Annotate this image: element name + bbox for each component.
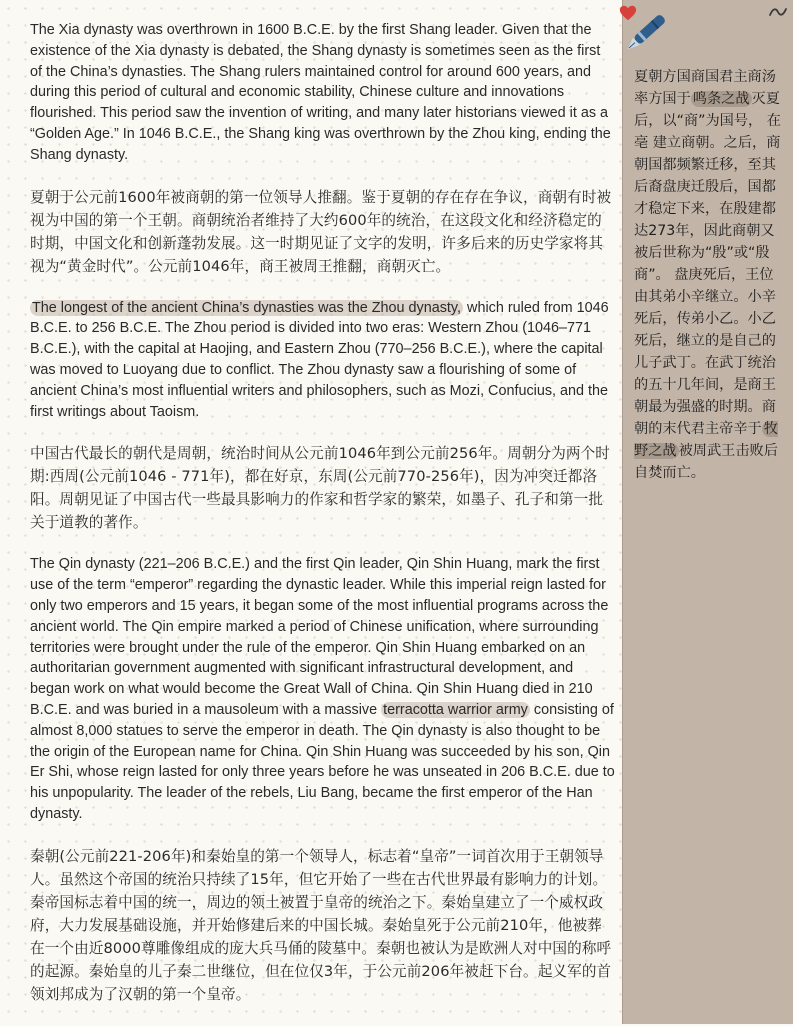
chinese-paragraph bbox=[30, 845, 615, 1006]
highlighted-text: 牧野之战 bbox=[634, 421, 778, 459]
text-run: 秦朝(公元前221-206年)和秦始皇的第一个领导人，标志着“皇帝”一词首次用于王朝领导人。虽然这个帝国的统治只持续了15年，但它开始了一些在古代世界最有影响力的计划。秦帝国标志着中国的统一，周边的领土被置于皇帝的统治之下。秦始皇建立了一个威权政府，大力发展基础设施，并开始修建后来的中国长城。秦始皇死于公元前210年，他被葬在一个由近8000尊雕像组成的庞大兵马俑的陵墓中。秦朝也被认为是欧洲人对中国的称呼的起源。秦始皇的儿子秦二世继位，但在位仅3年，于公元前206年被赶下台。起义军的首领刘邦成为了汉朝的第一个皇帝。 bbox=[30, 847, 612, 1003]
text-run: 灭夏后，以“商”为国号， 在亳 建立商朝。之后，商朝国都频繁迁移，至其后裔盘庚迁殷后，国都才稳定下来，在殷建都达273年，因此商朝又被后世称为“殷”或“殷商”。 盘庚死后，王位由其弟小辛继立。小辛死后，传弟小乙。小乙死后，继立的是自己的儿子武丁。在武丁统治的五十几年间，是商王朝最为强盛的时期。商朝的末代君主帝辛于 bbox=[634, 91, 781, 437]
chinese-paragraph bbox=[30, 186, 615, 278]
text-run: 被周武王击败后自焚而亡。 bbox=[634, 443, 778, 481]
tilde-icon bbox=[768, 4, 788, 20]
english-paragraph bbox=[30, 298, 615, 423]
text-run: The Qin dynasty (221–206 B.C.E.) and the first Qin leader, Qin Shin Huang, mark the first use of the term “emperor” regarding the dynastic leader. While this imperial reign lasted for only two emperors and 15 years, it began some of the most influential programs across the ancient world. The Qin empire marked a period of Chinese unification, where surrounding territories were brought under the rule of the emperor. Qin Shin Huang embarked on an authoritarian government augmented with significant infrastructural development, and began work on what would become the Great Wall of China. Qin Shin Huang died in 210 B.C.E. and was buried in a mausoleum with a massive bbox=[30, 556, 609, 718]
text-run: 中国古代最长的朝代是周朝，统治时间从公元前1046年到公元前256年。周朝分为两个时期:西周(公元前1046 - 771年)，都在好京，东周(公元前770-256年)，因为冲突迁都洛阳。周朝见证了中国古代一些最具影响力的作家和哲学家的繁荣，如墨子、孔子和第一批关于道教的著作。 bbox=[30, 445, 610, 532]
text-run: 夏朝方国商国君主商汤率方国于 bbox=[634, 69, 776, 107]
sidebar-note bbox=[634, 66, 786, 484]
annotation-sidebar bbox=[622, 0, 793, 1024]
highlighted-text: 鸣条之战 bbox=[692, 91, 750, 107]
text-run: The Xia dynasty was overthrown in 1600 B.C.E. by the first Shang leader. Given that the existence of the Xia dynasty is debated, the Shang dynasty is sometimes seen as the first of the China’s dynasties. The Shang rulers maintained control for around 600 years, and during this period of cultural and economic stability, Chinese culture and innovations flourished. This period saw the invention of writing, and many later historians viewed it as a “Golden Age.” In 1046 B.C.E., the Shang king was overthrown by the Zhou king, ending the Shang dynasty. bbox=[30, 22, 611, 163]
main-content bbox=[30, 20, 615, 1026]
text-run: which ruled from 1046 B.C.E. to 256 B.C.E. The Zhou period is divided into two eras: Western Zhou (1046–771 B.C.E.), with the capital at Haojing, and Eastern Zhou (770–256 B.C.E.), where the capital was moved to Luoyang due to conflict. The Zhou dynasty saw a flourishing of some of ancient China’s most influential writers and philosophers, such as Mozi, Confucius, and the first writings about Taoism. bbox=[30, 299, 609, 420]
heart-icon bbox=[619, 4, 637, 22]
text-run: consisting of almost 8,000 statues to serve the emperor in death. The Qin dynasty is also thought to be the origin of the European name for China. Qin Shin Huang was succeeded by his son, Qin Er Shi, whose reign lasted for only three years before he was unseated in 206 B.C.E. due to his unpopularity. The leader of the rebels, Liu Bang, became the first emperor of the Han dynasty. bbox=[30, 701, 615, 822]
highlighted-text: terracotta warrior army bbox=[383, 701, 528, 718]
highlighted-text: The longest of the ancient China’s dynasties was the Zhou dynasty, bbox=[32, 299, 462, 316]
english-paragraph bbox=[30, 20, 615, 166]
chinese-paragraph bbox=[30, 442, 615, 534]
english-paragraph bbox=[30, 554, 615, 824]
text-run: 夏朝于公元前1600年被商朝的第一位领导人推翻。鉴于夏朝的存在存在争议，商朝有时被视为中国的第一个王朝。商朝统治者维持了大约600年的统治，在这段文化和经济稳定的时期，中国文化和创新蓬勃发展。这一时期见证了文字的发明，许多后来的历史学家将其视为“黄金时代”。公元前1046年，商王被周王推翻，商朝灭亡。 bbox=[30, 188, 612, 275]
